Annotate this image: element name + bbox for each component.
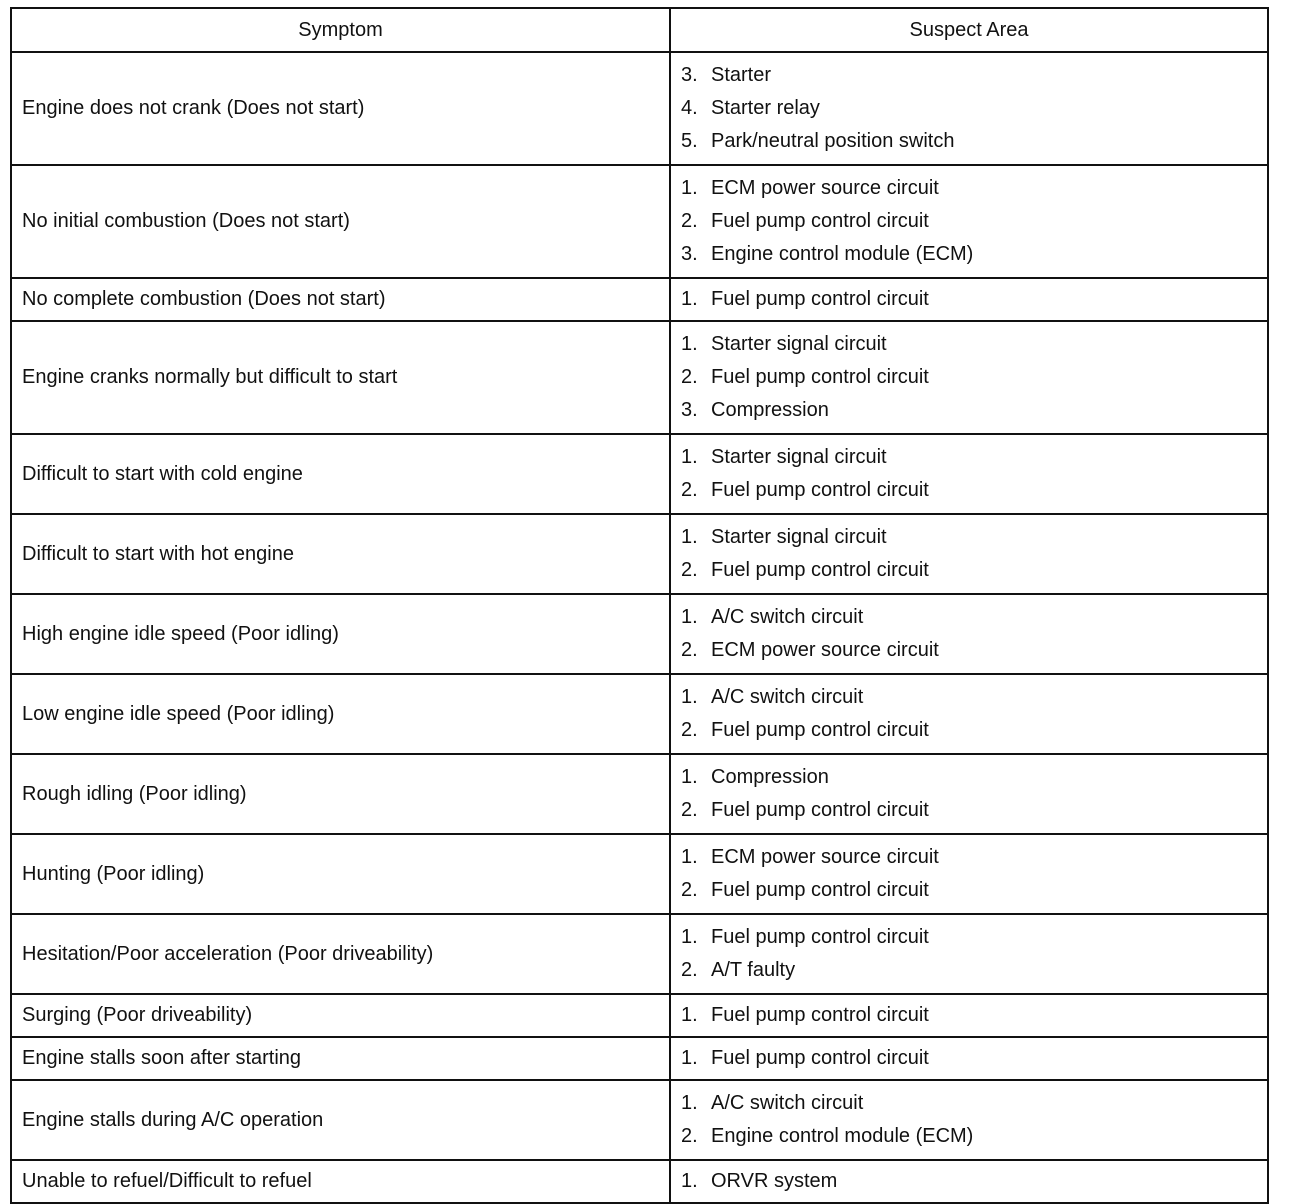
suspect-area-cell <box>670 914 1268 994</box>
suspect-area-cell <box>670 278 1268 321</box>
suspect-item-number: 2. <box>681 1125 698 1147</box>
suspect-item-label: Park/neutral position switch <box>711 130 955 152</box>
suspect-item <box>681 761 1267 794</box>
suspect-item <box>681 283 1267 316</box>
suspect-item <box>681 328 1267 361</box>
suspect-area-cell <box>670 754 1268 834</box>
suspect-item <box>681 1165 1267 1198</box>
suspect-item-number: 2. <box>681 210 698 232</box>
suspect-area-cell <box>670 594 1268 674</box>
suspect-item-label: A/C switch circuit <box>711 686 864 708</box>
suspect-item-number: 2. <box>681 639 698 661</box>
suspect-item-number: 3. <box>681 399 698 421</box>
table-row <box>11 594 1268 674</box>
suspect-item-label: A/C switch circuit <box>711 606 864 628</box>
suspect-item-number: 2. <box>681 799 698 821</box>
suspect-item-label: Engine control module (ECM) <box>711 243 974 265</box>
table-row <box>11 914 1268 994</box>
suspect-item <box>681 238 1267 271</box>
suspect-item-label: Fuel pump control circuit <box>711 479 929 501</box>
symptom-cell: Difficult to start with hot engine <box>11 514 670 594</box>
suspect-item-number: 5. <box>681 130 698 152</box>
symptom-cell: Engine stalls during A/C operation <box>11 1080 670 1160</box>
suspect-item-label: Starter signal circuit <box>711 446 887 468</box>
suspect-area-cell <box>670 1037 1268 1080</box>
suspect-item-label: Starter signal circuit <box>711 526 887 548</box>
symptom-header: Symptom <box>11 8 670 52</box>
suspect-item <box>681 999 1267 1032</box>
suspect-item-label: Fuel pump control circuit <box>711 210 929 232</box>
suspect-item <box>681 874 1267 907</box>
symptom-cell: Unable to refuel/Difficult to refuel <box>11 1160 670 1203</box>
suspect-item-number: 3. <box>681 64 698 86</box>
suspect-item-number: 1. <box>681 446 698 468</box>
suspect-item-label: ORVR system <box>711 1170 838 1192</box>
suspect-item-number: 1. <box>681 333 698 355</box>
suspect-area-cell <box>670 834 1268 914</box>
suspect-item-label: Compression <box>711 399 829 421</box>
suspect-item <box>681 172 1267 205</box>
suspect-area-cell <box>670 1160 1268 1203</box>
suspect-item-number: 1. <box>681 177 698 199</box>
suspect-item <box>681 841 1267 874</box>
suspect-item-number: 2. <box>681 719 698 741</box>
suspect-item-number: 2. <box>681 366 698 388</box>
suspect-item <box>681 92 1267 125</box>
suspect-item-label: Fuel pump control circuit <box>711 879 929 901</box>
suspect-item <box>681 125 1267 158</box>
suspect-item-number: 1. <box>681 686 698 708</box>
suspect-item-number: 1. <box>681 1092 698 1114</box>
suspect-area-cell <box>670 52 1268 165</box>
suspect-item-number: 2. <box>681 959 698 981</box>
suspect-item <box>681 714 1267 747</box>
table-row <box>11 754 1268 834</box>
suspect-item <box>681 361 1267 394</box>
suspect-item-label: A/T faulty <box>711 959 796 981</box>
suspect-area-cell <box>670 321 1268 434</box>
suspect-item <box>681 794 1267 827</box>
symptom-cell: Hunting (Poor idling) <box>11 834 670 914</box>
table-row <box>11 834 1268 914</box>
suspect-item-number: 2. <box>681 879 698 901</box>
table-row <box>11 321 1268 434</box>
suspect-item-number: 1. <box>681 846 698 868</box>
suspect-item <box>681 474 1267 507</box>
suspect-item <box>681 205 1267 238</box>
suspect-item-label: Engine control module (ECM) <box>711 1125 974 1147</box>
symptom-cell: Surging (Poor driveability) <box>11 994 670 1037</box>
header-row <box>11 8 1268 52</box>
suspect-item-label: Fuel pump control circuit <box>711 1047 929 1069</box>
suspect-item <box>681 521 1267 554</box>
suspect-area-cell <box>670 674 1268 754</box>
suspect-item-number: 1. <box>681 606 698 628</box>
symptom-table <box>10 7 1269 1204</box>
suspect-item <box>681 1042 1267 1075</box>
suspect-item-label: ECM power source circuit <box>711 177 939 199</box>
symptom-cell: No initial combustion (Does not start) <box>11 165 670 278</box>
suspect-item-number: 1. <box>681 288 698 310</box>
suspect-area-cell <box>670 165 1268 278</box>
suspect-item-number: 3. <box>681 243 698 265</box>
suspect-item <box>681 394 1267 427</box>
table-row <box>11 994 1268 1037</box>
suspect-area-header: Suspect Area <box>670 8 1268 52</box>
suspect-item-number: 1. <box>681 926 698 948</box>
suspect-item-label: Starter <box>711 64 772 86</box>
suspect-item-label: Fuel pump control circuit <box>711 559 929 581</box>
suspect-item-number: 4. <box>681 97 698 119</box>
suspect-item <box>681 601 1267 634</box>
table-body <box>11 52 1268 1203</box>
suspect-item-number: 1. <box>681 1004 698 1026</box>
suspect-item-label: Compression <box>711 766 829 788</box>
suspect-item <box>681 554 1267 587</box>
suspect-item-number: 1. <box>681 1047 698 1069</box>
table-row <box>11 1037 1268 1080</box>
table-row <box>11 278 1268 321</box>
suspect-area-cell <box>670 514 1268 594</box>
suspect-item-number: 1. <box>681 526 698 548</box>
table-row <box>11 1160 1268 1203</box>
table-row <box>11 52 1268 165</box>
suspect-item-label: Fuel pump control circuit <box>711 719 929 741</box>
suspect-item-label: Fuel pump control circuit <box>711 799 929 821</box>
suspect-item <box>681 59 1267 92</box>
suspect-item-number: 2. <box>681 559 698 581</box>
suspect-item-number: 1. <box>681 1170 698 1192</box>
table-row <box>11 674 1268 754</box>
suspect-item <box>681 1120 1267 1153</box>
table-row <box>11 165 1268 278</box>
suspect-item <box>681 634 1267 667</box>
suspect-item-label: Starter signal circuit <box>711 333 887 355</box>
suspect-item <box>681 681 1267 714</box>
suspect-item <box>681 921 1267 954</box>
symptom-cell: High engine idle speed (Poor idling) <box>11 594 670 674</box>
table-row <box>11 434 1268 514</box>
symptom-cell: No complete combustion (Does not start) <box>11 278 670 321</box>
symptom-cell: Low engine idle speed (Poor idling) <box>11 674 670 754</box>
symptom-cell: Engine does not crank (Does not start) <box>11 52 670 165</box>
suspect-item-label: Fuel pump control circuit <box>711 288 929 310</box>
symptom-cell: Hesitation/Poor acceleration (Poor driveability) <box>11 914 670 994</box>
table-row <box>11 1080 1268 1160</box>
suspect-item-label: ECM power source circuit <box>711 846 939 868</box>
suspect-item-label: Fuel pump control circuit <box>711 366 929 388</box>
table-row <box>11 514 1268 594</box>
suspect-item <box>681 954 1267 987</box>
suspect-item-label: A/C switch circuit <box>711 1092 864 1114</box>
suspect-item <box>681 441 1267 474</box>
symptom-cell: Engine cranks normally but difficult to start <box>11 321 670 434</box>
symptom-cell: Rough idling (Poor idling) <box>11 754 670 834</box>
suspect-item-label: Starter relay <box>711 97 820 119</box>
symptom-cell: Difficult to start with cold engine <box>11 434 670 514</box>
suspect-item-number: 1. <box>681 766 698 788</box>
suspect-area-cell <box>670 434 1268 514</box>
symptom-cell: Engine stalls soon after starting <box>11 1037 670 1080</box>
suspect-area-cell <box>670 1080 1268 1160</box>
suspect-item-label: Fuel pump control circuit <box>711 926 929 948</box>
suspect-item-label: ECM power source circuit <box>711 639 939 661</box>
suspect-item-number: 2. <box>681 479 698 501</box>
suspect-item <box>681 1087 1267 1120</box>
suspect-area-cell <box>670 994 1268 1037</box>
suspect-item-label: Fuel pump control circuit <box>711 1004 929 1026</box>
